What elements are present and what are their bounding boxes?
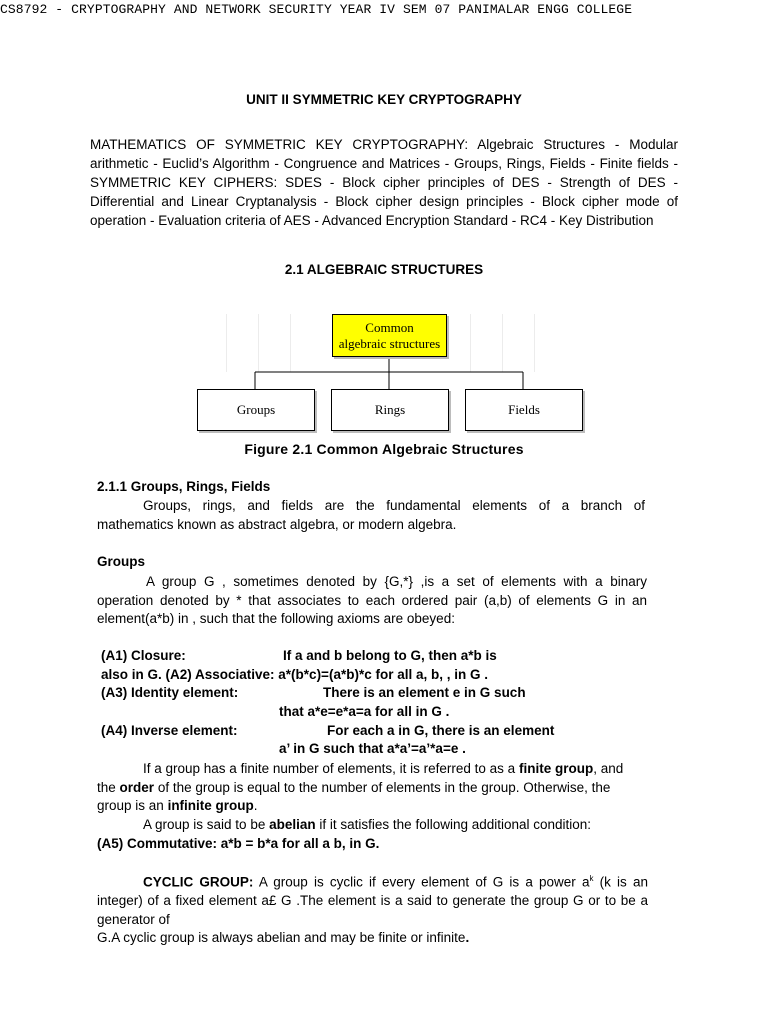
running-header: CS8792 - CRYPTOGRAPHY AND NETWORK SECURITY YEAR IV SEM 07 PANIMALAR ENGG COLLEGE — [0, 2, 633, 17]
groups-paragraph-line: operation denoted by * that associates to each ordered pair (a,b) of elements G in an — [97, 593, 647, 608]
axiom-a1-label: (A1) Closure: — [101, 648, 186, 663]
infinite-group-line — [97, 798, 258, 813]
axiom-a2-text: also in G. (A2) Associative: a*(b*c)=(a*b)*c for all a, b, , in G . — [101, 667, 488, 682]
finite-group-line — [143, 761, 623, 776]
order-term: order — [119, 780, 155, 795]
finite-group-text: If a group has a finite number of elements, it is referred to as a — [143, 761, 516, 776]
infinite-group-text: group is an — [97, 798, 164, 813]
intro-line: Groups, rings, and fields are the fundamental elements of a branch of — [143, 498, 645, 513]
root-node-label: algebraic structures — [338, 335, 441, 351]
groups-paragraph-line: A group G , sometimes denoted by {G,*} ,is a set of elements with a binary — [146, 574, 647, 589]
fields-node-label: Fields — [508, 402, 540, 417]
abelian-text: if it satisfies the following additional condition: — [319, 817, 592, 832]
cyclic-group-text: . — [465, 930, 470, 945]
subsection-title: 2.1.1 Groups, Rings, Fields — [97, 479, 271, 494]
abelian-text: A group is said to be — [143, 817, 266, 832]
abelian-term: abelian — [269, 817, 316, 832]
cyclic-group-text: G.A cyclic group is always abelian and may be finite or infinite — [97, 930, 466, 945]
finite-group-text: , and — [593, 761, 624, 776]
axiom-a3-continuation: that a*e=e*a=a for all in G . — [279, 704, 450, 719]
section-title: 2.1 ALGEBRAIC STRUCTURES — [284, 262, 484, 277]
cyclic-group-line — [143, 874, 648, 890]
cyclic-group-line: integer) of a fixed element a£ G .The element is a said to generate the group G or to be a — [97, 893, 648, 908]
infinite-group-term: infinite group — [167, 798, 254, 813]
cyclic-group-superscript: k — [589, 874, 594, 883]
cyclic-group-text: A group is cyclic if every element of G is a power a — [258, 874, 590, 890]
axiom-a3-text: There is an element e in G such — [323, 685, 526, 700]
groups-paragraph-line: element(a*b) in , such that the following axioms are obeyed: — [97, 611, 455, 626]
rings-node — [331, 389, 449, 431]
axiom-a5-text: (A5) Commutative: a*b = b*a for all a b, in G. — [97, 836, 380, 851]
syllabus-line: operation - Evaluation criteria of AES - Advanced Encryption Standard - RC4 - Key Distribution — [90, 213, 654, 228]
figure-caption: Figure 2.1 Common Algebraic Structures — [244, 441, 524, 457]
axiom-a3-label: (A3) Identity element: — [101, 685, 239, 700]
intro-line: mathematics known as abstract algebra, or modern algebra. — [97, 517, 457, 532]
infinite-group-text: . — [253, 798, 258, 813]
axiom-a1-text: If a and b belong to G, then a*b is — [283, 648, 497, 663]
unit-title: UNIT II SYMMETRIC KEY CRYPTOGRAPHY — [246, 92, 522, 107]
root-node-label: Common — [365, 319, 414, 335]
axiom-a4-label: (A4) Inverse element: — [101, 723, 238, 738]
syllabus-line: arithmetic - Euclid’s Algorithm - Congruence and Matrices - Groups, Rings, Fields - Finite fields - — [90, 156, 678, 171]
syllabus-line: MATHEMATICS OF SYMMETRIC KEY CRYPTOGRAPHY: Algebraic Structures - Modular — [90, 137, 678, 152]
cyclic-group-text: (k is an — [599, 874, 648, 890]
axiom-a4-text: For each a in G, there is an element — [327, 723, 555, 738]
abelian-line — [143, 817, 591, 832]
order-text: of the group is equal to the number of elements in the group. Otherwise, the — [157, 780, 611, 795]
cyclic-group-line — [97, 930, 469, 945]
cyclic-group-line: generator of — [97, 912, 170, 927]
diagram-connectors — [0, 0, 768, 440]
root-node — [332, 314, 447, 357]
order-text: the — [97, 780, 116, 795]
finite-group-term: finite group — [518, 761, 594, 776]
axiom-a4-continuation: a’ in G such that a*a’=a’*a=e . — [279, 741, 466, 756]
cyclic-group-label: CYCLIC GROUP: — [143, 874, 254, 890]
rings-node-label: Rings — [374, 402, 406, 417]
syllabus-line: SYMMETRIC KEY CIPHERS: SDES - Block cipher principles of DES - Strength of DES - — [90, 175, 678, 190]
groups-node — [197, 389, 315, 431]
groups-node-label: Groups — [236, 402, 276, 417]
fields-node — [465, 389, 583, 431]
syllabus-line: Differential and Linear Cryptanalysis - Block cipher design principles - Block cipher mode of — [90, 194, 678, 209]
groups-heading: Groups — [97, 554, 146, 569]
order-line — [97, 780, 610, 795]
